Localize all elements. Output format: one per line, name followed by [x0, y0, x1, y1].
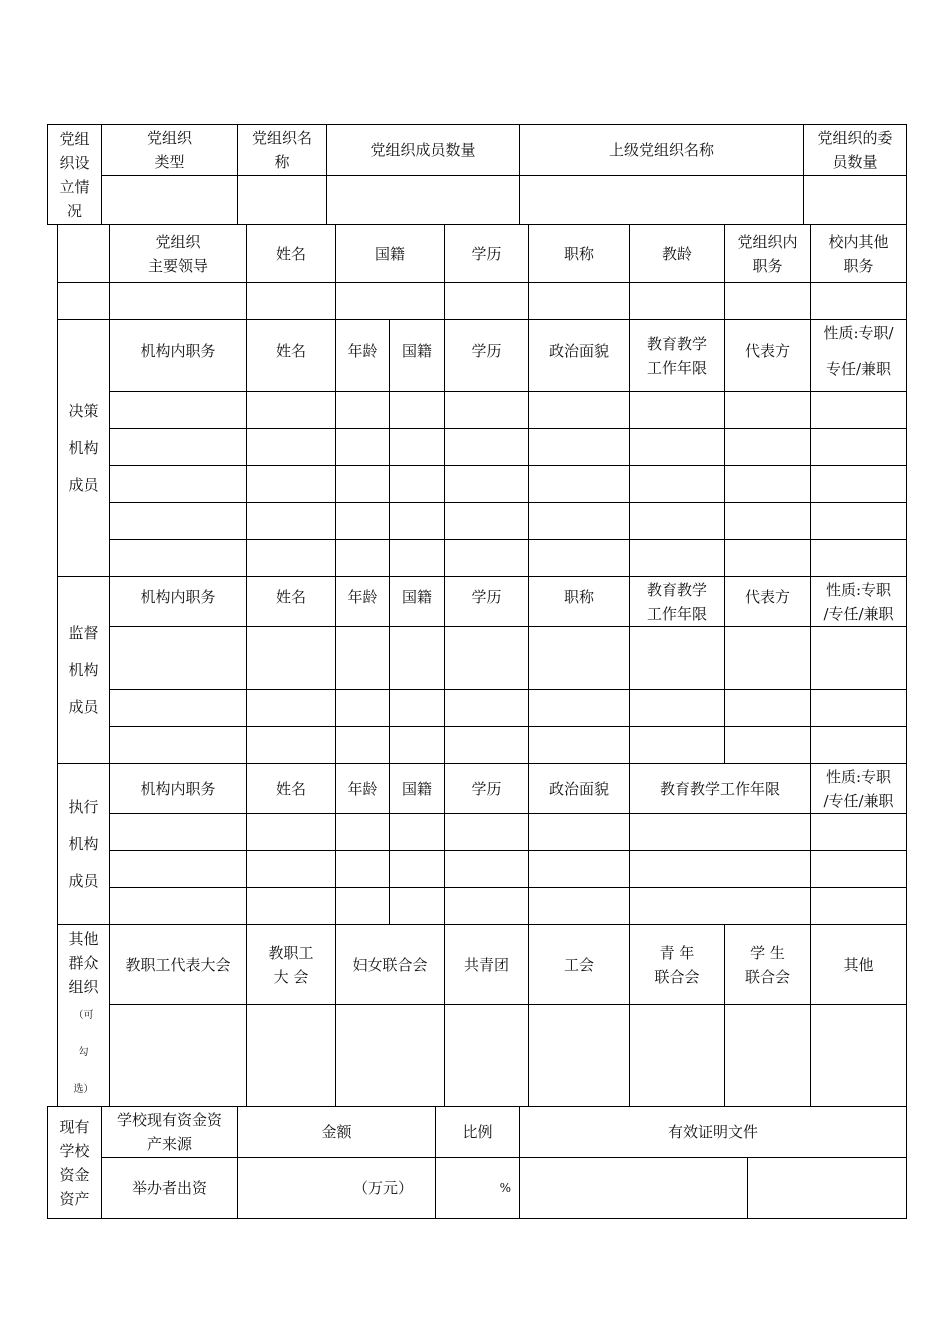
supervision-header-position: 机构内职务	[140, 588, 216, 606]
supervision-header-education: 学历	[471, 588, 502, 606]
supervision-header-work-years: 教育教学 工作年限	[646, 580, 707, 623]
supervision-header-representative: 代表方	[744, 588, 790, 606]
assets-section-label: 现有 学校 资金 资产	[59, 1117, 90, 1208]
executive-header-nature: 性质:专职 /专任/兼职	[823, 767, 894, 810]
decision-header-position: 机构内职务	[140, 342, 216, 360]
col-title: 职称	[563, 244, 594, 263]
col-name: 姓名	[275, 244, 306, 263]
decision-section-label: 决策 机构 成员	[68, 401, 99, 494]
executive-header-work-years: 教育教学工作年限	[659, 779, 780, 798]
party-name-field[interactable]	[238, 176, 326, 224]
supervision-header-age: 年龄	[347, 588, 378, 606]
party-member-count-label: 党组织成员数量	[370, 141, 476, 159]
parent-party-name-label: 上级党组织名称	[608, 141, 714, 159]
sponsor-ratio-percent[interactable]: %	[499, 1181, 511, 1195]
decision-header-age: 年龄	[347, 342, 378, 360]
party-member-count-field[interactable]	[327, 176, 519, 224]
mass-org-womens-federation: 妇女联合会	[352, 955, 428, 974]
party-section-label: 党组 织设 立情 况	[59, 129, 90, 220]
asset-proof-label: 有效证明文件	[667, 1123, 758, 1141]
committee-count-label: 党组织的委 员数量	[817, 129, 893, 171]
decision-header-name: 姓名	[275, 342, 306, 360]
decision-header-nature: 性质:专职/ 专任/兼职	[823, 324, 894, 378]
party-type-field[interactable]	[102, 176, 237, 224]
mass-org-checkbox-row[interactable]	[110, 1005, 906, 1105]
asset-amount-label: 金额	[321, 1123, 352, 1141]
party-name-label: 党组织名 称	[251, 129, 312, 171]
committee-count-field[interactable]	[804, 176, 906, 224]
sponsor-contribution-label: 举办者出资	[131, 1179, 207, 1197]
col-education: 学历	[471, 244, 502, 263]
decision-header-work-years: 教育教学 工作年限	[646, 334, 707, 377]
parent-party-name-field[interactable]	[520, 176, 803, 224]
supervision-header-nature: 性质:专职 /专任/兼职	[823, 580, 894, 623]
decision-header-representative: 代表方	[744, 342, 790, 360]
decision-header-political-status: 政治面貌	[548, 342, 609, 360]
mass-org-youth-league: 共青团	[463, 955, 509, 974]
party-type-label: 党组织 类型	[146, 129, 192, 171]
col-nationality: 国籍	[374, 244, 405, 263]
executive-header-position: 机构内职务	[140, 779, 216, 798]
supervision-header-nationality: 国籍	[401, 588, 432, 606]
mass-org-staff-assembly: 教职工 大 会	[268, 943, 314, 986]
mass-org-labor-union: 工会	[563, 955, 594, 974]
mass-orgs-section-label: 其他 群众 组织	[68, 930, 99, 996]
col-party-position: 党组织内 职务	[737, 232, 798, 275]
sponsor-amount-unit[interactable]: （万元）	[352, 1179, 413, 1197]
mass-org-student-federation: 学 生 联合会	[744, 943, 790, 986]
sponsor-proof-extra-field[interactable]	[748, 1158, 906, 1218]
col-teaching-years: 教龄	[661, 244, 692, 263]
mass-org-youth-federation: 青 年 联合会	[654, 943, 700, 986]
executive-header-political-status: 政治面貌	[548, 779, 609, 798]
mass-orgs-section-note: （可 勾 选）	[73, 1009, 94, 1095]
supervision-header-title: 职称	[563, 588, 594, 606]
decision-header-education: 学历	[471, 342, 502, 360]
col-main-leader: 党组织 主要领导	[147, 232, 208, 275]
decision-header-nationality: 国籍	[401, 342, 432, 360]
executive-header-age: 年龄	[347, 779, 378, 798]
supervision-header-name: 姓名	[275, 588, 306, 606]
mass-org-staff-congress: 教职工代表大会	[125, 955, 231, 974]
supervision-section-label: 监督 机构 成员	[68, 623, 99, 716]
mass-org-other: 其他	[843, 955, 874, 974]
executive-section-label: 执行 机构 成员	[68, 797, 99, 890]
executive-header-name: 姓名	[275, 779, 306, 798]
executive-header-education: 学历	[471, 779, 502, 798]
executive-header-nationality: 国籍	[401, 779, 432, 798]
asset-source-label: 学校现有资金资 产来源	[116, 1111, 222, 1153]
col-other-position: 校内其他 职务	[828, 232, 889, 275]
asset-ratio-label: 比例	[462, 1123, 493, 1141]
sponsor-proof-field[interactable]	[520, 1158, 747, 1218]
